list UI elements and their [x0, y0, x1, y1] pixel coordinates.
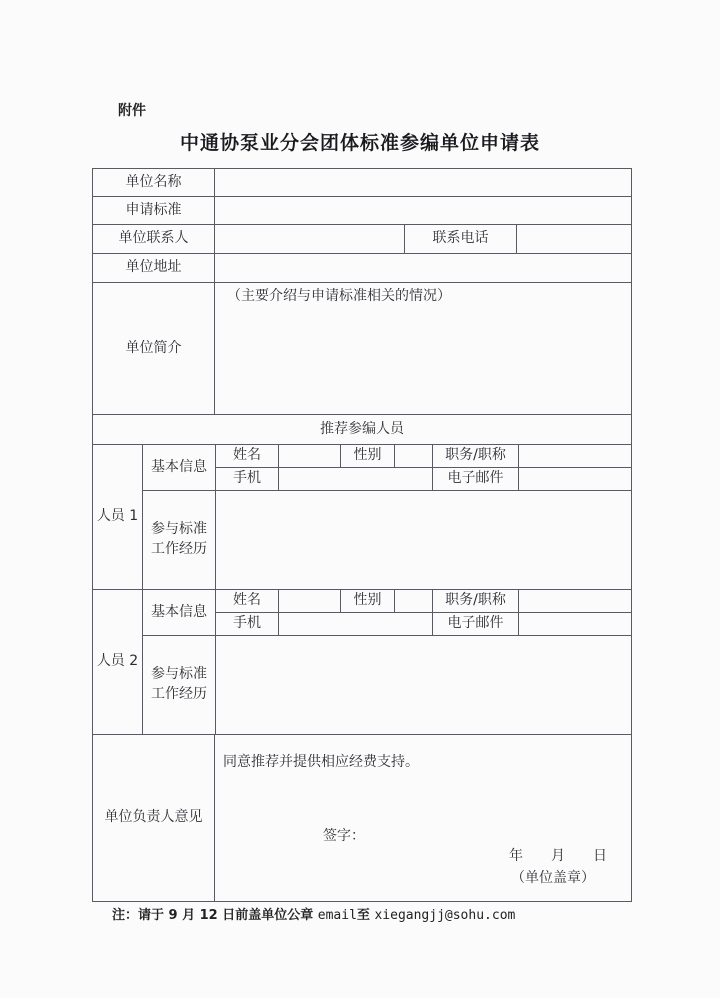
person-2-gender-label: 性别: [341, 590, 395, 613]
date-label: 年 月 日: [509, 848, 607, 864]
attachment-label: 附件: [118, 103, 146, 119]
person-2-gender-field[interactable]: [395, 590, 433, 613]
intro-field[interactable]: [215, 283, 631, 415]
opinion-field[interactable]: [215, 735, 631, 901]
unit-name-label: 单位名称: [93, 169, 215, 197]
contact-person-label: 单位联系人: [93, 225, 215, 254]
footer-note: [112, 904, 515, 923]
person-2-label: 人员 2: [93, 590, 143, 735]
person-2-phone-label: 手机: [216, 613, 279, 636]
person-2-basic-info-label: 基本信息: [143, 590, 216, 636]
person-1-title-label: 职务/职称: [433, 445, 519, 468]
opinion-label: 单位负责人意见: [93, 735, 215, 901]
person-1-gender-label: 性别: [341, 445, 395, 468]
person-1-experience-field[interactable]: [216, 491, 631, 590]
person-1-gender-field[interactable]: [395, 445, 433, 468]
person-1-email-label: 电子邮件: [433, 468, 519, 491]
person-2-email-field[interactable]: [519, 613, 631, 636]
address-field[interactable]: [215, 254, 631, 283]
person-1-name-field[interactable]: [279, 445, 341, 468]
person-1-title-field[interactable]: [519, 445, 631, 468]
signature-label: 签字：: [323, 828, 365, 844]
intro-label: 单位简介: [93, 283, 215, 415]
apply-standard-label: 申请标准: [93, 197, 215, 225]
person-1-email-field[interactable]: [519, 468, 631, 491]
person-1-experience-label: 参与标准 工作经历: [143, 491, 216, 590]
person-2-phone-field[interactable]: [279, 613, 433, 636]
form-title: 中通协泵业分会团体标准参编单位申请表: [179, 132, 540, 154]
application-form-table: [92, 168, 632, 902]
person-1-phone-label: 手机: [216, 468, 279, 491]
person-2-title-label: 职务/职称: [433, 590, 519, 613]
person-1-phone-field[interactable]: [279, 468, 433, 491]
person-1-label: 人员 1: [93, 445, 143, 590]
person-2-email-label: 电子邮件: [433, 613, 519, 636]
note-email-word: email: [317, 908, 357, 923]
apply-standard-field[interactable]: [215, 197, 631, 225]
note-prefix: 注：请于 9 月 12 日前盖单位公章: [112, 908, 314, 923]
address-label: 单位地址: [93, 254, 215, 283]
recommend-header: 推荐参编人员: [93, 415, 631, 445]
note-email-address[interactable]: xiegangjj@sohu.com: [374, 908, 516, 923]
opinion-text: 同意推荐并提供相应经费支持。: [223, 754, 419, 770]
person-2-name-label: 姓名: [216, 590, 279, 613]
person-2-experience-field[interactable]: [216, 636, 631, 735]
seal-label: （单位盖章）: [511, 870, 595, 886]
contact-phone-label: 联系电话: [405, 225, 517, 254]
person-2-title-field[interactable]: [519, 590, 631, 613]
intro-hint: （主要介绍与申请标准相关的情况）: [227, 288, 451, 304]
person-2-experience-label: 参与标准 工作经历: [143, 636, 216, 735]
unit-name-field[interactable]: [215, 169, 631, 197]
person-2-name-field[interactable]: [279, 590, 341, 613]
person-1-name-label: 姓名: [216, 445, 279, 468]
contact-phone-field[interactable]: [517, 225, 631, 254]
person-1-basic-info-label: 基本信息: [143, 445, 216, 491]
note-to: 至: [356, 908, 370, 923]
contact-person-field[interactable]: [215, 225, 405, 254]
